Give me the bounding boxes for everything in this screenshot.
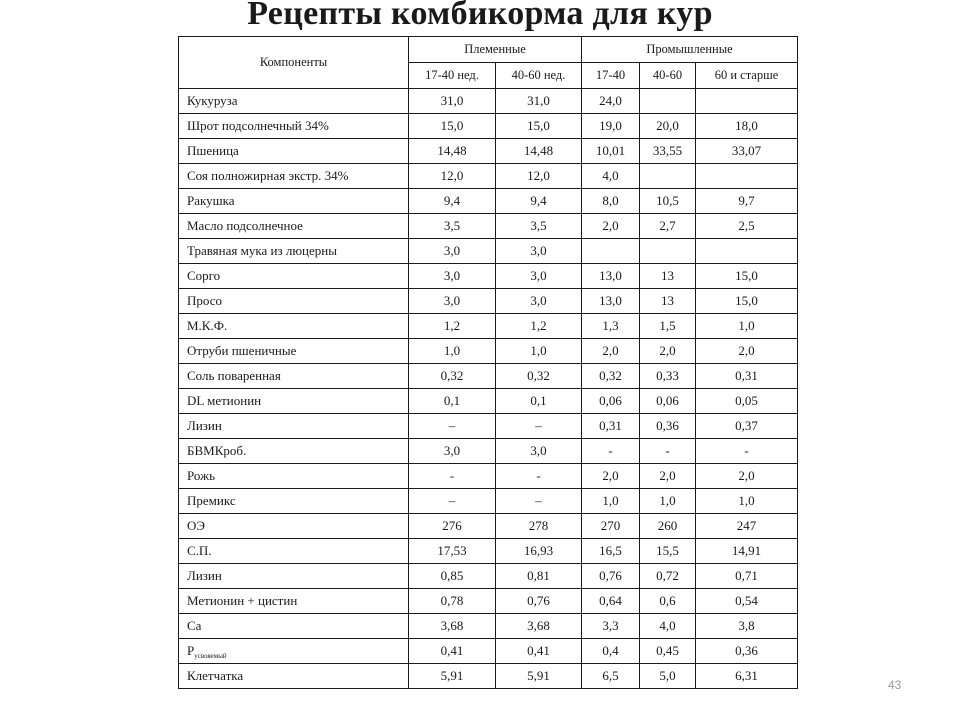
value-cell: 10,01 [582, 139, 640, 164]
header-age-breeding-17-40: 17-40 нед. [409, 63, 496, 89]
component-name-subscript: усвояемый [194, 651, 227, 660]
component-name [179, 414, 409, 439]
table-header [179, 37, 798, 89]
component-name-text: С.П. [187, 543, 212, 558]
value-cell: 3,0 [409, 289, 496, 314]
value-cell [640, 239, 696, 264]
value-cell: 3,5 [496, 214, 582, 239]
table-row [179, 289, 798, 314]
value-cell: 15,0 [696, 264, 798, 289]
value-cell: 2,0 [696, 339, 798, 364]
component-name [179, 239, 409, 264]
table-row [179, 414, 798, 439]
value-cell: – [409, 414, 496, 439]
component-name [179, 289, 409, 314]
header-age-industrial-17-40: 17-40 [582, 63, 640, 89]
header-age-industrial-60-plus: 60 и старше [696, 63, 798, 89]
value-cell: 18,0 [696, 114, 798, 139]
value-cell: 14,48 [409, 139, 496, 164]
value-cell: 0,36 [696, 639, 798, 664]
component-name-text: Метионин + цистин [187, 593, 298, 608]
value-cell: 0,31 [582, 414, 640, 439]
value-cell: – [409, 489, 496, 514]
value-cell: - [582, 439, 640, 464]
value-cell: 2,0 [640, 464, 696, 489]
value-cell: 0,32 [409, 364, 496, 389]
component-name [179, 589, 409, 614]
value-cell: 0,37 [696, 414, 798, 439]
component-name [179, 464, 409, 489]
value-cell: 8,0 [582, 189, 640, 214]
value-cell: 13 [640, 289, 696, 314]
table-row [179, 489, 798, 514]
value-cell: 12,0 [496, 164, 582, 189]
component-name [179, 339, 409, 364]
value-cell: 3,0 [496, 289, 582, 314]
value-cell: 31,0 [496, 89, 582, 114]
value-cell: 4,0 [640, 614, 696, 639]
component-name-text: Пшеница [187, 143, 239, 158]
value-cell: 15,0 [409, 114, 496, 139]
value-cell: 1,0 [409, 339, 496, 364]
value-cell: 13,0 [582, 264, 640, 289]
value-cell: 0,71 [696, 564, 798, 589]
value-cell: 0,36 [640, 414, 696, 439]
component-name [179, 439, 409, 464]
value-cell: 0,32 [496, 364, 582, 389]
component-name [179, 664, 409, 689]
component-name-text: Масло подсолнечное [187, 218, 303, 233]
component-name [179, 489, 409, 514]
value-cell: 278 [496, 514, 582, 539]
value-cell: 16,5 [582, 539, 640, 564]
component-name [179, 114, 409, 139]
value-cell: 13 [640, 264, 696, 289]
value-cell: 5,91 [496, 664, 582, 689]
component-name [179, 89, 409, 114]
component-name-text: Премикс [187, 493, 236, 508]
slide-title: Рецепты комбикорма для кур [247, 0, 713, 32]
component-name-text: Соль поваренная [187, 368, 281, 383]
value-cell: 1,0 [582, 489, 640, 514]
component-name-text: Соя полножирная экстр. 34% [187, 168, 349, 183]
table-row [179, 164, 798, 189]
value-cell: 3,0 [409, 264, 496, 289]
value-cell: 15,5 [640, 539, 696, 564]
value-cell: - [696, 439, 798, 464]
table-row [179, 539, 798, 564]
value-cell: 6,5 [582, 664, 640, 689]
value-cell: 13,0 [582, 289, 640, 314]
value-cell: 16,93 [496, 539, 582, 564]
value-cell: 2,5 [696, 214, 798, 239]
value-cell: 0,45 [640, 639, 696, 664]
value-cell: 1,2 [496, 314, 582, 339]
component-name [179, 389, 409, 414]
value-cell [696, 239, 798, 264]
table-row [179, 89, 798, 114]
value-cell: 3,0 [409, 239, 496, 264]
value-cell: 1,2 [409, 314, 496, 339]
value-cell: 0,06 [582, 389, 640, 414]
component-name-text: Просо [187, 293, 222, 308]
component-name [179, 639, 409, 664]
value-cell: 1,0 [696, 489, 798, 514]
table-row [179, 664, 798, 689]
value-cell: 0,33 [640, 364, 696, 389]
value-cell: 0,6 [640, 589, 696, 614]
table-row [179, 139, 798, 164]
value-cell [696, 164, 798, 189]
value-cell: 2,0 [582, 464, 640, 489]
value-cell: 3,68 [409, 614, 496, 639]
component-name-text: ОЭ [187, 518, 205, 533]
table-body [179, 89, 798, 689]
value-cell: 2,0 [696, 464, 798, 489]
component-name-text: М.К.Ф. [187, 318, 228, 333]
component-name-text: Кукуруза [187, 93, 238, 108]
value-cell [640, 164, 696, 189]
value-cell: 2,0 [582, 339, 640, 364]
value-cell: 24,0 [582, 89, 640, 114]
value-cell: 3,8 [696, 614, 798, 639]
component-name-text: БВМКроб. [187, 443, 247, 458]
table-row [179, 514, 798, 539]
value-cell: 0,41 [409, 639, 496, 664]
value-cell: 1,0 [696, 314, 798, 339]
value-cell [640, 89, 696, 114]
value-cell: 15,0 [496, 114, 582, 139]
value-cell [696, 89, 798, 114]
header-industrial: Промышленные [582, 37, 798, 63]
value-cell: 0,64 [582, 589, 640, 614]
component-name [179, 164, 409, 189]
table-row [179, 189, 798, 214]
value-cell: 9,7 [696, 189, 798, 214]
value-cell: 0,76 [582, 564, 640, 589]
table-row [179, 389, 798, 414]
header-age-breeding-40-60: 40-60 нед. [496, 63, 582, 89]
component-name-text: Отруби пшеничные [187, 343, 297, 358]
value-cell: 14,91 [696, 539, 798, 564]
value-cell: 5,0 [640, 664, 696, 689]
component-name-text: Сорго [187, 268, 221, 283]
value-cell: 0,78 [409, 589, 496, 614]
value-cell: 14,48 [496, 139, 582, 164]
value-cell: 260 [640, 514, 696, 539]
component-name [179, 314, 409, 339]
value-cell: 0,31 [696, 364, 798, 389]
component-name [179, 364, 409, 389]
feed-recipe-table [178, 36, 798, 689]
value-cell: 0,81 [496, 564, 582, 589]
table-row [179, 614, 798, 639]
table-row [179, 114, 798, 139]
table-row [179, 564, 798, 589]
value-cell: 15,0 [696, 289, 798, 314]
header-age-industrial-40-60: 40-60 [640, 63, 696, 89]
value-cell: 4,0 [582, 164, 640, 189]
value-cell: 9,4 [409, 189, 496, 214]
value-cell: 1,0 [496, 339, 582, 364]
value-cell [582, 239, 640, 264]
value-cell: 2,7 [640, 214, 696, 239]
value-cell: 31,0 [409, 89, 496, 114]
page-number: 43 [888, 678, 902, 692]
table-row [179, 214, 798, 239]
component-name-text: DL метионин [187, 393, 262, 408]
value-cell: 2,0 [640, 339, 696, 364]
value-cell: 10,5 [640, 189, 696, 214]
value-cell: 3,3 [582, 614, 640, 639]
value-cell: 3,0 [409, 439, 496, 464]
value-cell: 9,4 [496, 189, 582, 214]
value-cell: 0,32 [582, 364, 640, 389]
value-cell: 2,0 [582, 214, 640, 239]
value-cell: 12,0 [409, 164, 496, 189]
value-cell: 3,0 [496, 264, 582, 289]
component-name [179, 214, 409, 239]
value-cell: 6,31 [696, 664, 798, 689]
table-row [179, 364, 798, 389]
value-cell: 1,0 [640, 489, 696, 514]
value-cell: 0,1 [496, 389, 582, 414]
value-cell: - [409, 464, 496, 489]
value-cell: 270 [582, 514, 640, 539]
component-name [179, 514, 409, 539]
value-cell: 19,0 [582, 114, 640, 139]
component-name [179, 539, 409, 564]
table-row [179, 239, 798, 264]
value-cell: 0,76 [496, 589, 582, 614]
component-name-text: Клетчатка [187, 668, 244, 683]
value-cell: - [496, 464, 582, 489]
table-row [179, 264, 798, 289]
value-cell: 33,07 [696, 139, 798, 164]
value-cell: – [496, 489, 582, 514]
table-row [179, 589, 798, 614]
value-cell: 3,5 [409, 214, 496, 239]
component-name [179, 614, 409, 639]
component-name-text: Травяная мука из люцерны [187, 243, 337, 258]
value-cell: 0,54 [696, 589, 798, 614]
value-cell: 1,5 [640, 314, 696, 339]
value-cell: 0,72 [640, 564, 696, 589]
value-cell: 0,06 [640, 389, 696, 414]
value-cell: 3,0 [496, 439, 582, 464]
value-cell: 247 [696, 514, 798, 539]
table-row [179, 339, 798, 364]
value-cell: 1,3 [582, 314, 640, 339]
component-name [179, 264, 409, 289]
table-row [179, 639, 798, 664]
component-name [179, 189, 409, 214]
component-name-text: Лизин [187, 418, 222, 433]
value-cell: 17,53 [409, 539, 496, 564]
value-cell: 33,55 [640, 139, 696, 164]
table-row [179, 314, 798, 339]
table-row [179, 439, 798, 464]
value-cell: 20,0 [640, 114, 696, 139]
value-cell: - [640, 439, 696, 464]
component-name [179, 564, 409, 589]
value-cell: 276 [409, 514, 496, 539]
value-cell: 0,4 [582, 639, 640, 664]
table-row [179, 464, 798, 489]
value-cell: – [496, 414, 582, 439]
value-cell: 5,91 [409, 664, 496, 689]
component-name-text: Са [187, 618, 202, 633]
component-name-text: Р [187, 642, 195, 658]
header-breeding: Племенные [409, 37, 582, 63]
component-name-text: Рожь [187, 468, 215, 483]
value-cell: 3,68 [496, 614, 582, 639]
component-name-text: Шрот подсолнечный 34% [187, 118, 329, 133]
header-components: Компоненты [179, 37, 409, 89]
value-cell: 0,85 [409, 564, 496, 589]
component-name-text: Лизин [187, 568, 222, 583]
component-name-text: Ракушка [187, 193, 235, 208]
value-cell: 0,41 [496, 639, 582, 664]
value-cell: 0,1 [409, 389, 496, 414]
value-cell: 3,0 [496, 239, 582, 264]
value-cell: 0,05 [696, 389, 798, 414]
component-name [179, 139, 409, 164]
